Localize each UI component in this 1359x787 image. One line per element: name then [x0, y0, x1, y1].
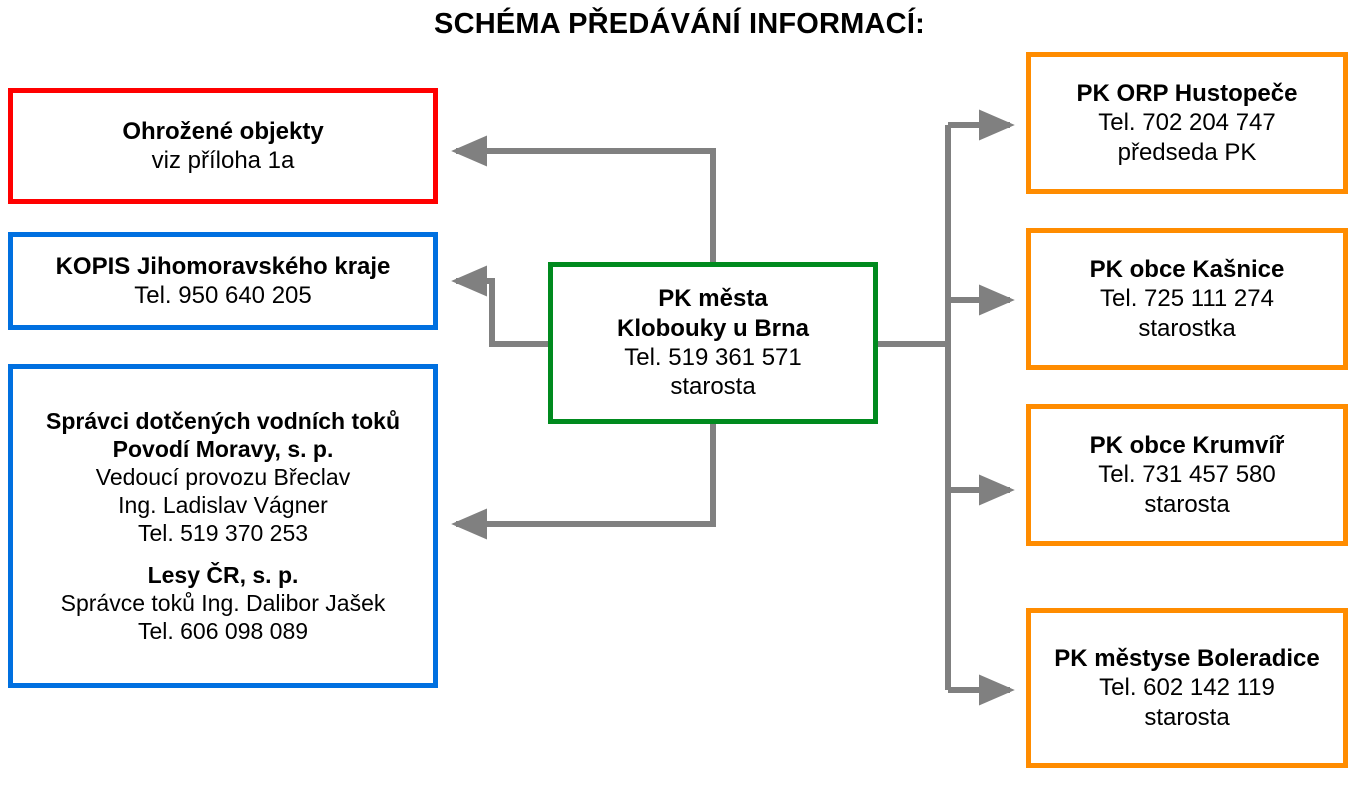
- node-line: Ing. Ladislav Vágner: [118, 491, 328, 518]
- node-spravci-vodnich-toku[interactable]: [8, 364, 438, 688]
- node-pk-obce-krumvir[interactable]: [1026, 404, 1348, 546]
- node-line: starosta: [1144, 703, 1230, 731]
- node-line: Správci dotčených vodních toků: [45, 407, 401, 434]
- node-pk-mestyse-boleradice[interactable]: [1026, 608, 1348, 768]
- node-line: starosta: [1144, 490, 1230, 518]
- node-line: starosta: [670, 373, 756, 401]
- node-line: předseda PK: [1117, 138, 1257, 166]
- node-line: PK městyse Boleradice: [1054, 645, 1320, 673]
- node-line: Povodí Moravy, s. p.: [112, 435, 334, 462]
- node-line: Tel. 606 098 089: [137, 618, 309, 645]
- node-pk-obce-kasnice[interactable]: [1026, 228, 1348, 370]
- node-line: PK obce Kašnice: [1089, 256, 1285, 284]
- node-line: PK ORP Hustopeče: [1076, 80, 1298, 108]
- node-line: Tel. 950 640 205: [134, 282, 312, 309]
- node-pk-mesta-klobouky-u-brna[interactable]: [548, 262, 878, 424]
- node-line: Tel. 731 457 580: [1098, 461, 1276, 489]
- node-line: Ohrožené objekty: [122, 117, 324, 145]
- node-ohrozene-objekty[interactable]: [8, 88, 438, 204]
- node-line: Lesy ČR, s. p.: [147, 562, 299, 589]
- node-line: starostka: [1138, 314, 1236, 342]
- node-line: Tel. 725 111 274: [1100, 285, 1274, 313]
- node-line: Tel. 519 370 253: [137, 520, 309, 546]
- node-line: Tel. 702 204 747: [1098, 109, 1276, 137]
- node-line: PK města: [658, 285, 768, 313]
- node-line: Správce toků Ing. Dalibor Jašek: [60, 590, 386, 617]
- node-line: Tel. 602 142 119: [1099, 674, 1275, 702]
- node-kopis-jihomoravskeho-kraje[interactable]: [8, 232, 438, 330]
- page-title: SCHÉMA PŘEDÁVÁNÍ INFORMACÍ:: [434, 8, 925, 40]
- node-line: Tel. 519 361 571: [624, 344, 802, 371]
- node-line: Vedoucí provozu Břeclav: [95, 463, 351, 490]
- node-line: PK obce Krumvíř: [1089, 432, 1285, 460]
- node-line: KOPIS Jihomoravského kraje: [55, 252, 391, 280]
- node-line: Klobouky u Brna: [616, 314, 809, 342]
- node-line: viz příloha 1a: [151, 147, 295, 174]
- node-pk-orp-hustopece[interactable]: [1026, 52, 1348, 194]
